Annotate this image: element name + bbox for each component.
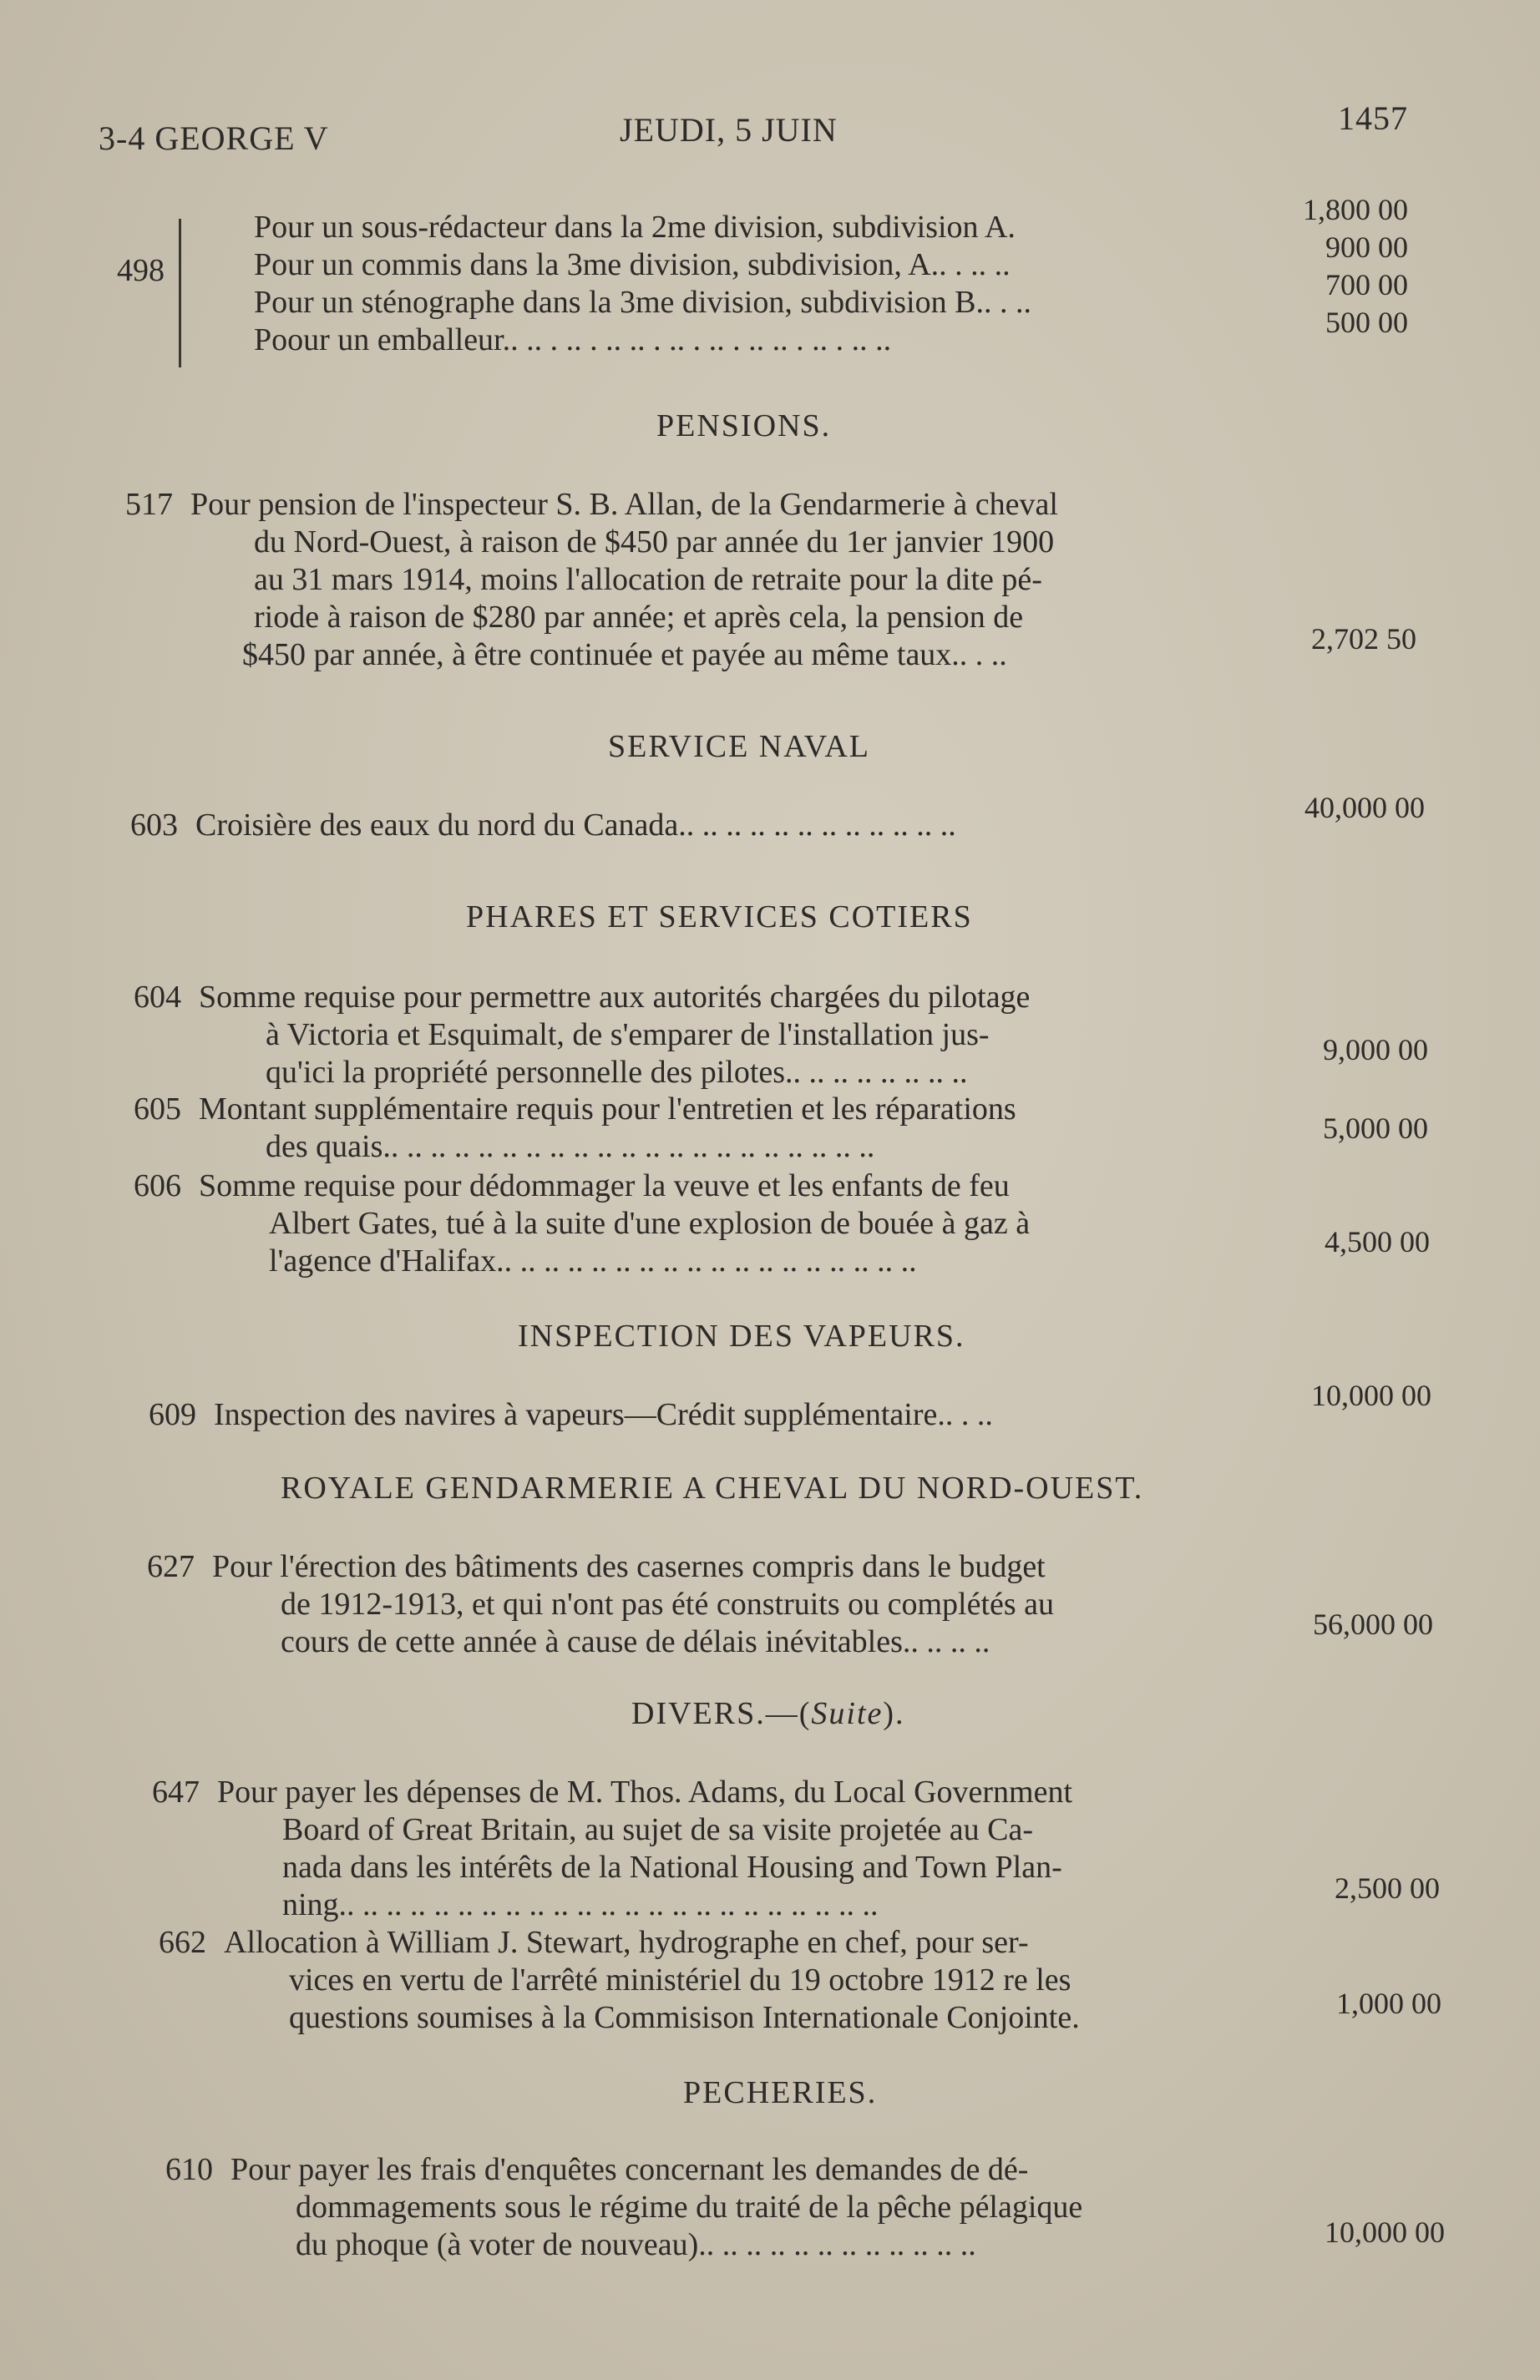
amount: 2,500 00 [1335, 1871, 1440, 1905]
entry-text: Pour payer les frais d'enquêtes concernant les demandes de dé- [230, 2152, 1029, 2187]
entry-number: 662 [159, 1925, 206, 1960]
amount: 10,000 00 [1311, 1379, 1431, 1412]
entry-number: 610 [165, 2152, 213, 2187]
group-498-item: Poour un emballeur.. .. . .. . .. .. . .. . .. . .. .. . .. . .. .. [254, 322, 892, 357]
entry-text: qu'ici la propriété personnelle des pilotes.. .. .. .. .. .. .. .. [266, 1055, 968, 1090]
entry-text: Pour l'érection des bâtiments des casernes compris dans le budget [212, 1549, 1046, 1584]
group-498-items [254, 209, 1031, 359]
entry-text: du phoque (à voter de nouveau).. .. .. .. .. .. .. .. .. .. .. .. [296, 2227, 976, 2262]
section-title-gendarmerie: ROYALE GENDARMERIE A CHEVAL DU NORD-OUEST. [281, 1471, 1144, 1506]
amount: 700 00 [1325, 268, 1408, 301]
amount: 4,500 00 [1325, 1225, 1430, 1258]
amount: 2,702 50 [1311, 622, 1416, 656]
entry-text: Pour payer les dépenses de M. Thos. Adams, du Local Government [217, 1775, 1073, 1810]
entry-text: Somme requise pour permettre aux autorités chargées du pilotage [199, 980, 1031, 1015]
entry-number: 609 [149, 1397, 196, 1432]
entry-number: 517 [125, 487, 173, 522]
entry-number: 604 [134, 980, 181, 1015]
header-left: 3-4 GEORGE V [99, 119, 329, 157]
entry-text: l'agence d'Halifax.. .. .. .. .. .. .. .. .. .. .. .. .. .. .. .. .. .. [269, 1243, 917, 1279]
section-title-divers-text: DIVERS.—( [631, 1696, 812, 1731]
entry-text: cours de cette année à cause de délais inévitables.. .. .. .. [281, 1624, 990, 1659]
group-498-item: Pour un commis dans la 3me division, subdivision, A.. . .. .. [254, 247, 1011, 282]
amount: 9,000 00 [1323, 1033, 1428, 1066]
entry-text: Allocation à William J. Stewart, hydrographe en chef, pour ser- [224, 1925, 1029, 1960]
entry-604 [134, 979, 1030, 1091]
group-498-item: Pour un sous-rédacteur dans la 2me division, subdivision A. [254, 210, 1016, 245]
entry-text: Somme requise pour dédommager la veuve et les enfants de feu [199, 1168, 1010, 1203]
section-title-divers-suite: Suite [811, 1696, 884, 1731]
entry-number: 603 [130, 808, 178, 843]
entry-609 [149, 1396, 993, 1434]
amount: 10,000 00 [1325, 2215, 1445, 2249]
group-498-item: Pour un sténographe dans la 3me division, subdivision B.. . .. [254, 285, 1031, 320]
section-title-divers [631, 1695, 905, 1732]
section-title-inspection: INSPECTION DES VAPEURS. [518, 1319, 965, 1354]
entry-text: Montant supplémentaire requis pour l'entretien et les réparations [199, 1091, 1016, 1127]
section-title-divers-end: ). [883, 1696, 905, 1731]
section-title-pecheries: PECHERIES. [683, 2075, 878, 2110]
entry-number: 647 [152, 1775, 200, 1810]
entry-647 [152, 1774, 1072, 1924]
entry-627 [147, 1548, 1054, 1661]
page-number: 1457 [1338, 99, 1408, 137]
entry-603 [130, 807, 956, 844]
entry-610 [165, 2151, 1082, 2264]
entry-517 [125, 486, 1058, 674]
entry-number: 605 [134, 1091, 181, 1127]
entry-text: de 1912-1913, et qui n'ont pas été construits ou complétés au [281, 1587, 1055, 1622]
amount: 1,800 00 [1303, 193, 1408, 226]
amount: 40,000 00 [1304, 791, 1425, 824]
entry-606 [134, 1167, 1030, 1280]
entry-text: des quais.. .. .. .. .. .. .. .. .. .. .. .. .. .. .. .. .. .. .. .. .. [266, 1129, 875, 1164]
amount: 56,000 00 [1313, 1608, 1433, 1641]
entry-text: à Victoria et Esquimalt, de s'emparer de l'installation jus- [266, 1017, 990, 1052]
entry-text: Inspection des navires à vapeurs—Crédit supplémentaire.. . .. [214, 1397, 993, 1432]
entry-text: Pour pension de l'inspecteur S. B. Allan, de la Gendarmerie à cheval [190, 487, 1058, 522]
entry-text: Board of Great Britain, au sujet de sa visite projetée au Ca- [282, 1812, 1034, 1847]
entry-662 [159, 1924, 1080, 2037]
entry-text: riode à raison de $280 par année; et après cela, la pension de [254, 600, 1024, 635]
entry-text: au 31 mars 1914, moins l'allocation de retraite pour la dite pé- [254, 562, 1042, 597]
entry-text: Albert Gates, tué à la suite d'une explosion de bouée à gaz à [269, 1206, 1031, 1241]
header-center: JEUDI, 5 JUIN [620, 111, 838, 149]
entry-text: du Nord-Ouest, à raison de $450 par année du 1er janvier 1900 [254, 524, 1055, 560]
section-title-phares: PHARES ET SERVICES COTIERS [466, 899, 973, 934]
entry-number: 627 [147, 1549, 195, 1584]
entry-text: $450 par année, à être continuée et payée au même taux.. . .. [242, 637, 1007, 672]
entry-605 [134, 1091, 1016, 1166]
entry-text: nada dans les intérêts de la National Housing and Town Plan- [282, 1850, 1062, 1885]
entry-number: 606 [134, 1168, 181, 1203]
amount: 5,000 00 [1323, 1112, 1428, 1145]
entry-number-498: 498 [117, 253, 165, 288]
entry-text: vices en vertu de l'arrêté ministériel du 19 octobre 1912 re les [289, 1962, 1071, 1998]
amount: 900 00 [1325, 230, 1408, 264]
entry-text: questions soumises à la Commisison Internationale Conjointe. [289, 2000, 1080, 2035]
entry-text: Croisière des eaux du nord du Canada.. .. .. .. .. .. .. .. .. .. .. .. [195, 808, 956, 843]
entry-text: ning.. .. .. .. .. .. .. .. .. .. .. .. .. .. .. .. .. .. .. .. .. .. .. [282, 1887, 879, 1922]
entry-text: dommagements sous le régime du traité de la pêche pélagique [296, 2190, 1083, 2225]
amount: 1,000 00 [1336, 1987, 1441, 2020]
section-title-service-naval: SERVICE NAVAL [608, 729, 870, 764]
section-title-pensions: PENSIONS. [656, 408, 832, 443]
amount: 500 00 [1325, 306, 1408, 339]
brace [179, 219, 181, 367]
